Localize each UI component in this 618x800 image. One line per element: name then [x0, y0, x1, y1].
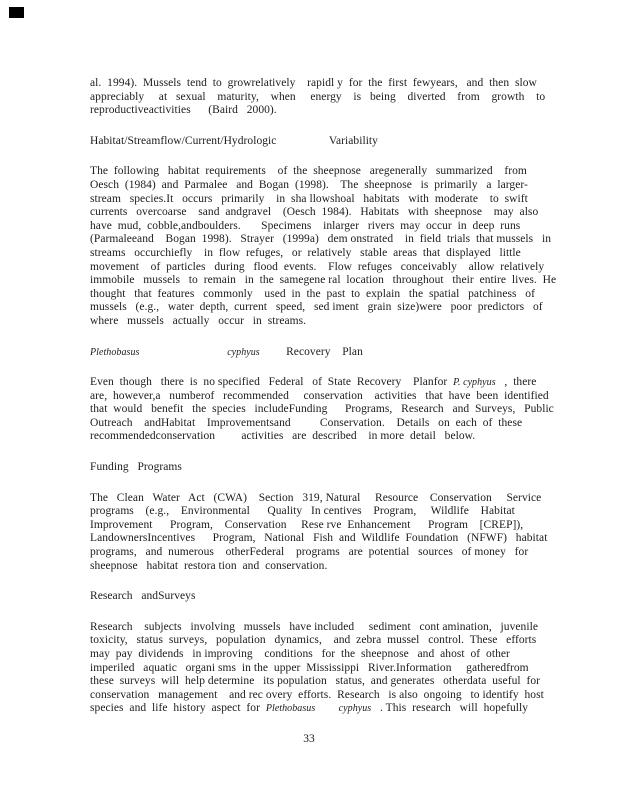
species-name: Plethobasus — [265, 703, 316, 715]
text-segment: LandownersIncentives Program, National Fish and Wildlife Foundation (NFWF) habitat — [90, 532, 548, 545]
text-segment: . This research will hopefully — [371, 702, 529, 715]
text-segment: that would benefit the species includeFunding Programs, Research and Surveys, Public — [90, 403, 554, 416]
text-line — [90, 675, 602, 689]
text-segment: streams occurchiefly in flow refuges, or relatively stable areas that displayed little — [90, 246, 521, 259]
text-segment — [315, 702, 338, 714]
scan-artifact-mark — [9, 7, 24, 18]
text-segment: appreciably at sexual maturity, when energy is being diverted from growth to — [90, 90, 546, 103]
text-segment: toxicity, status surveys, population dynamics, and zebra mussel control. These efforts — [90, 634, 537, 647]
research-surveys-heading — [90, 590, 602, 604]
text-line — [90, 165, 602, 179]
text-segment: stream species.It occurs primarily in sha llowshoal habitats with moderate to swift — [90, 192, 528, 205]
text-line — [90, 376, 602, 390]
text-segment: reproductiveactivities (Baird 2000). — [90, 104, 277, 117]
text-line — [90, 532, 602, 546]
text-line — [90, 390, 602, 404]
text-line — [90, 193, 602, 207]
species-name: cyphyus — [338, 703, 372, 715]
text-line — [90, 91, 602, 105]
text-segment: species and life history aspect for — [90, 702, 266, 715]
text-segment: programs, and numerous otherFederal programs are potential sources of money for — [90, 546, 529, 559]
text-line — [90, 417, 602, 431]
text-line — [90, 77, 602, 91]
text-segment: (Parmaleeand Bogan 1998). Strayer (1999a) dem onstrated in field trials that mussels in — [90, 233, 551, 246]
text-line — [90, 430, 602, 444]
text-segment: imperiled aquatic organi sms in the upper Mississippi River.Information gatheredfrom — [90, 661, 529, 674]
text-line — [90, 261, 602, 275]
text-segment: Funding Programs — [90, 461, 182, 474]
text-segment: Research andSurveys — [90, 590, 196, 603]
text-line — [90, 315, 602, 329]
research-paragraph — [90, 621, 602, 716]
text-segment: are, however,a numberof recommended conservation activities that have been identified — [90, 389, 549, 402]
text-line — [90, 590, 602, 604]
text-line — [90, 492, 602, 506]
text-line — [90, 301, 602, 315]
growth-paragraph — [90, 77, 602, 118]
text-line — [90, 288, 602, 302]
text-segment: sheepnose habitat restora tion and conservation. — [90, 559, 328, 572]
text-segment: where mussels actually occur in streams. — [90, 314, 307, 327]
text-segment: mussels (e.g., water depth, current speed, sed iment grain size)were poor predictors of — [90, 301, 543, 314]
text-segment: may pay dividends in improving conditions for the sheepnose and ahost of other — [90, 648, 510, 660]
funding-programs-heading — [90, 461, 602, 475]
text-line — [90, 560, 602, 574]
text-segment: movement of particles during flood events. Flow refuges conceivably allow relatively — [90, 260, 545, 273]
page-number: 33 — [303, 733, 315, 745]
text-segment: Oesch (1984) and Parmalee and Bogan (1998). The sheepnose is primarily a larger- — [90, 178, 528, 191]
species-name: P. cyphyus — [453, 377, 496, 389]
text-segment: recommendedconservation activities are described in more detail below. — [90, 430, 476, 443]
text-line — [90, 274, 602, 288]
page-content — [90, 77, 602, 716]
species-name: Plethobasus — [90, 346, 140, 358]
text-line — [90, 247, 602, 261]
text-segment: thought that features commonly used in the past to explain the spatial patchiness of — [90, 287, 535, 300]
text-line — [90, 689, 602, 703]
habitat-paragraph — [90, 165, 602, 328]
species-name: cyphyus — [227, 346, 260, 358]
text-line — [90, 206, 602, 220]
text-line — [90, 621, 602, 635]
text-segment: conservation management and rec overy efforts. Research is also ongoing to identify host — [90, 688, 544, 701]
text-line — [90, 702, 602, 716]
text-line — [90, 546, 602, 560]
text-segment: have mud, cobble,andboulders. Specimens inlarger rivers may occur in deep runs — [90, 219, 521, 232]
text-line — [90, 135, 602, 149]
text-line — [90, 346, 602, 360]
text-segment — [139, 346, 227, 358]
text-segment: Improvement Program, Conservation Rese rve Enhancement Program [CREP]), — [90, 518, 524, 531]
text-line — [90, 104, 602, 118]
text-line — [90, 233, 602, 247]
text-segment: currents overcoarse sand andgravel (Oesch 1984). Habitats with sheepnose may also — [90, 206, 539, 219]
text-segment: , there — [495, 376, 537, 389]
text-line — [90, 179, 602, 193]
text-segment: al. 1994). Mussels tend to growrelatively rapidl y for the first fewyears, and then slow — [90, 77, 537, 89]
habitat-variability-heading — [90, 135, 602, 149]
text-segment: The Clean Water Act (CWA) Section 319, Natural Resource Conservation Service — [90, 491, 542, 504]
recovery-plan-heading — [90, 346, 602, 360]
text-segment: Recovery Plan — [259, 345, 363, 358]
text-segment: Even though there is no specified Federal of State Recovery Planfor — [90, 376, 454, 389]
text-line — [90, 662, 602, 676]
text-line — [90, 220, 602, 234]
text-line — [90, 403, 602, 417]
text-line — [90, 648, 602, 662]
text-segment: these surveys will help determine its population status, and generates otherdata useful for — [90, 675, 541, 688]
text-segment: Outreach andHabitat Improvementsand Conservation. Details on each of these — [90, 416, 523, 429]
text-segment: immobile mussels to remain in the samegene ral location throughout their entire lives. He — [90, 274, 557, 287]
text-segment: Habitat/Streamflow/Current/Hydrologic Variability — [90, 134, 378, 147]
text-segment: programs (e.g., Environmental Quality In centives Program, Wildlife Habitat — [90, 505, 515, 518]
text-line — [90, 505, 602, 519]
funding-paragraph — [90, 492, 602, 574]
text-segment: The following habitat requirements of the sheepnose aregenerally summarized from — [90, 165, 527, 178]
text-line — [90, 519, 602, 533]
text-line — [90, 461, 602, 475]
text-line — [90, 634, 602, 648]
recovery-paragraph — [90, 376, 602, 444]
text-segment: Research subjects involving mussels have included sediment cont amination, juvenile — [90, 620, 538, 633]
